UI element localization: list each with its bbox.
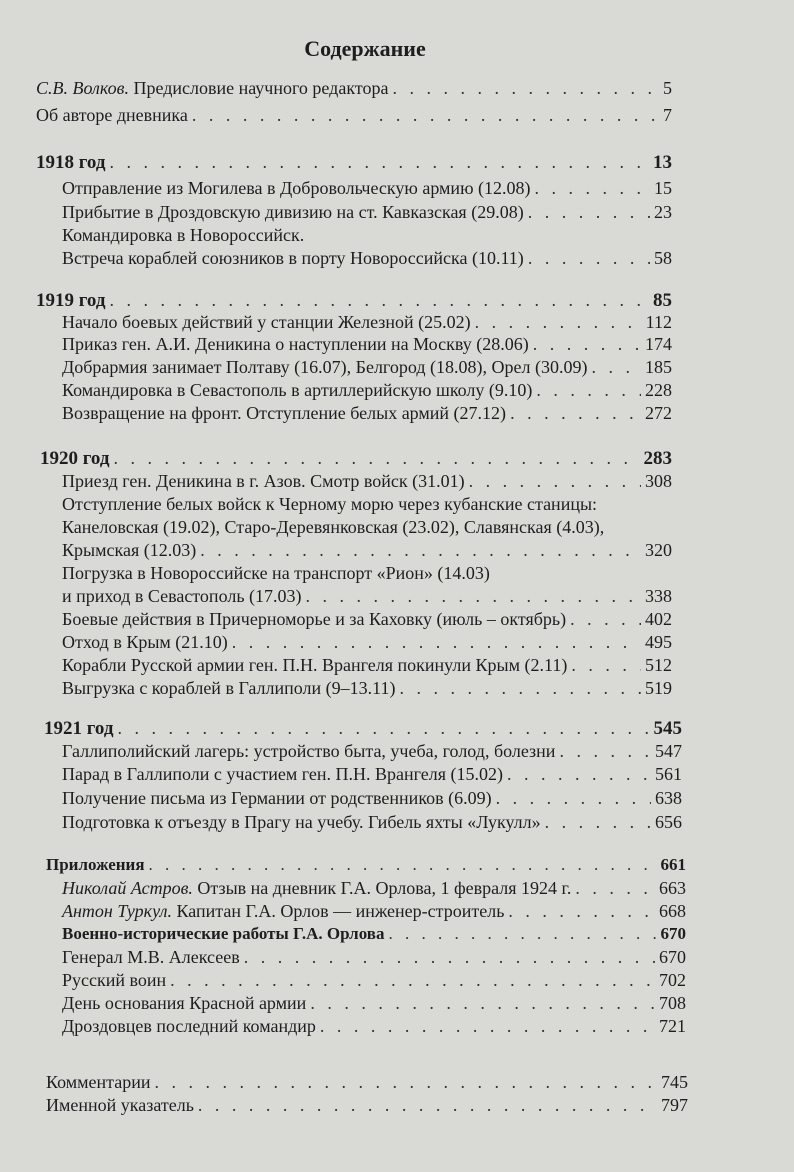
- entry-page: 5: [663, 78, 672, 98]
- entry-title: Канеловская (19.02), Старо-Деревянковская (23.02), Славянская (4.03),: [62, 517, 605, 537]
- toc-entry[interactable]: [62, 968, 686, 992]
- toc-entry[interactable]: [62, 469, 672, 493]
- leader-dots: [198, 1093, 657, 1117]
- entry-page: 402: [645, 609, 672, 629]
- toc-entry[interactable]: [62, 584, 672, 608]
- entry-title: Предисловие научного редактора: [128, 78, 389, 98]
- leader-dots: [310, 991, 655, 1015]
- leader-dots: [109, 150, 649, 174]
- entry-title: Получение письма из Германии от родственников (6.09): [62, 788, 492, 808]
- toc-entry[interactable]: [62, 310, 672, 334]
- toc-entry-preface[interactable]: [36, 76, 672, 100]
- entry-page: 58: [654, 248, 672, 268]
- entry-page: 23: [654, 202, 672, 222]
- entry-title: Генерал М.В. Алексеев: [62, 947, 240, 967]
- entry-title: Именной указатель: [46, 1095, 194, 1115]
- leader-dots: [570, 607, 641, 631]
- leader-dots: [320, 1014, 655, 1038]
- leader-dots: [149, 853, 657, 877]
- entry-page: 797: [661, 1095, 688, 1115]
- leader-dots: [392, 76, 659, 100]
- toc-entry[interactable]: [62, 630, 672, 654]
- leader-dots: [469, 469, 641, 493]
- entry-title: Отправление из Могилева в Добровольческую армию (12.08): [62, 178, 531, 198]
- toc-entry[interactable]: [62, 355, 672, 379]
- entry-page: 721: [659, 1016, 686, 1036]
- toc-entry[interactable]: [62, 945, 686, 969]
- toc-entry-continued: [62, 515, 672, 539]
- entry-page: 547: [655, 741, 682, 761]
- toc-entry[interactable]: [62, 1014, 686, 1038]
- entry-title: Погрузка в Новороссийске на транспорт «Рион» (14.03): [62, 563, 490, 583]
- entry-page: 519: [645, 678, 672, 698]
- entry-page: 670: [659, 947, 686, 967]
- leader-dots: [510, 401, 641, 425]
- toc-entry-continued: [62, 561, 672, 585]
- section-heading: Приложения: [46, 855, 145, 874]
- leader-dots: [571, 653, 641, 677]
- toc-heading-works[interactable]: [62, 922, 686, 946]
- entry-page: 7: [663, 105, 672, 125]
- entry-page: 338: [645, 586, 672, 606]
- leader-dots: [109, 288, 649, 312]
- entry-page: 638: [655, 788, 682, 808]
- leader-dots: [559, 739, 651, 763]
- toc-entry[interactable]: [62, 739, 682, 763]
- toc-entry[interactable]: [62, 991, 686, 1015]
- toc-entry[interactable]: [62, 538, 672, 562]
- section-heading: 1920 год: [40, 448, 110, 469]
- entry-title: Выгрузка с кораблей в Галлиполи (9–13.11): [62, 678, 396, 698]
- toc-entry[interactable]: [62, 653, 672, 677]
- entry-title: Русский воин: [62, 970, 167, 990]
- entry-page: 495: [645, 632, 672, 652]
- entry-author: Антон Туркул.: [62, 901, 172, 921]
- entry-page: 308: [645, 471, 672, 491]
- toc-entry[interactable]: [62, 246, 672, 270]
- leader-dots: [200, 538, 641, 562]
- leader-dots: [533, 332, 641, 356]
- toc-entry[interactable]: [62, 401, 672, 425]
- entry-page: 185: [645, 357, 672, 377]
- entry-title: Парад в Галлиполи с участием ген. П.Н. Врангеля (15.02): [62, 764, 504, 784]
- entry-page: 320: [645, 540, 672, 560]
- leader-dots: [528, 200, 650, 224]
- entry-title: Приказ ген. А.И. Деникина о наступлении на Москву (28.06): [62, 334, 529, 354]
- entry-title: Встреча кораблей союзников в порту Новороссийска (10.11): [62, 248, 524, 268]
- entry-title: Добрармия занимает Полтаву (16.07), Белгород (18.08), Орел (30.09): [62, 357, 588, 377]
- entry-page: 663: [659, 878, 686, 898]
- leader-dots: [496, 786, 651, 810]
- toc-entry-about-author[interactable]: [36, 103, 672, 127]
- entry-page: 708: [659, 993, 686, 1013]
- entry-title: Об авторе дневника: [36, 105, 188, 125]
- toc-entry[interactable]: [62, 176, 672, 200]
- leader-dots: [575, 876, 655, 900]
- entry-page: 15: [654, 178, 672, 198]
- entry-title: Дроздовцев последний командир: [62, 1016, 316, 1036]
- entry-page: 656: [655, 812, 682, 832]
- leader-dots: [508, 899, 655, 923]
- leader-dots: [528, 246, 650, 270]
- toc-heading-1918[interactable]: [36, 150, 672, 175]
- entry-author: Николай Астров.: [62, 878, 193, 898]
- entry-page: 702: [659, 970, 686, 990]
- section-heading: 1918 год: [36, 152, 106, 173]
- leader-dots: [170, 968, 655, 992]
- entry-title: Комментарии: [46, 1072, 151, 1092]
- entry-page: 561: [655, 764, 682, 784]
- toc-entry[interactable]: [62, 786, 682, 810]
- toc-entry[interactable]: [62, 762, 682, 786]
- toc-heading-1920[interactable]: [40, 446, 672, 471]
- entry-title: и приход в Севастополь (17.03): [62, 586, 302, 606]
- entry-title: Подготовка к отъезду в Прагу на учебу. Гибель яхты «Лукулл»: [62, 812, 541, 832]
- toc-entry[interactable]: [62, 607, 672, 631]
- leader-dots: [244, 945, 655, 969]
- leader-dots: [545, 810, 651, 834]
- section-page: 545: [653, 718, 682, 739]
- toc-entry[interactable]: [62, 378, 672, 402]
- entry-title: Отзыв на дневник Г.А. Орлова, 1 февраля 1924 г.: [192, 878, 572, 898]
- entry-title: Командировка в Севастополь в артиллерийскую школу (9.10): [62, 380, 533, 400]
- entry-title: Командировка в Новороссийск.: [62, 225, 305, 245]
- leader-dots: [113, 446, 639, 470]
- entry-title: День основания Красной армии: [62, 993, 307, 1013]
- entry-title: Крымская (12.03): [62, 540, 197, 560]
- leader-dots: [388, 922, 656, 946]
- toc-entry-turkul[interactable]: [62, 899, 686, 923]
- leader-dots: [536, 378, 641, 402]
- entry-page: 512: [645, 655, 672, 675]
- leader-dots: [591, 355, 641, 379]
- toc-heading-appendix[interactable]: [46, 853, 686, 877]
- leader-dots: [155, 1070, 657, 1094]
- entry-title: Отступление белых войск к Черному морю через кубанские станицы:: [62, 494, 598, 514]
- entry-page: 272: [645, 403, 672, 423]
- section-page: 85: [653, 290, 672, 311]
- leader-dots: [399, 676, 641, 700]
- leader-dots: [507, 762, 651, 786]
- entry-title: Приезд ген. Деникина в г. Азов. Смотр войск (31.01): [62, 471, 465, 491]
- entry-author: С.В. Волков.: [36, 78, 129, 98]
- page-title: Содержание: [304, 36, 426, 61]
- leader-dots: [306, 584, 641, 608]
- entry-title: Начало боевых действий у станции Железной (25.02): [62, 312, 471, 332]
- entry-page: 112: [645, 312, 672, 332]
- section-page: 13: [653, 152, 672, 173]
- entry-page: 745: [661, 1072, 688, 1092]
- leader-dots: [192, 103, 659, 127]
- section-page: 283: [643, 448, 672, 469]
- entry-title: Корабли Русской армии ген. П.Н. Врангеля покинули Крым (2.11): [62, 655, 568, 675]
- toc-entry-index[interactable]: [46, 1093, 688, 1117]
- entry-title: Боевые действия в Причерноморье и за Каховку (июль – октябрь): [62, 609, 567, 629]
- leader-dots: [117, 716, 649, 740]
- toc-entry[interactable]: [62, 810, 682, 834]
- leader-dots: [475, 310, 642, 334]
- entry-page: 174: [645, 334, 672, 354]
- toc-entry[interactable]: [62, 332, 672, 356]
- section-heading: 1919 год: [36, 290, 106, 311]
- leader-dots: [232, 630, 641, 654]
- entry-title: Прибытие в Дроздовскую дивизию на ст. Кавказская (29.08): [62, 202, 524, 222]
- section-page: 661: [660, 855, 686, 874]
- entry-title: Капитан Г.А. Орлов — инженер-строитель: [171, 901, 505, 921]
- entry-page: 228: [645, 380, 672, 400]
- entry-title: Возвращение на фронт. Отступление белых армий (27.12): [62, 403, 507, 423]
- toc-entry-comments[interactable]: [46, 1070, 688, 1094]
- toc-entry-continued: [62, 492, 672, 516]
- toc-entry[interactable]: [62, 200, 672, 224]
- section-heading: 1921 год: [44, 718, 114, 739]
- leader-dots: [535, 176, 650, 200]
- entry-title: Галлиполийский лагерь: устройство быта, учеба, голод, болезни: [62, 741, 556, 761]
- toc-entry[interactable]: [62, 676, 672, 700]
- section-heading: Военно-исторические работы Г.А. Орлова: [62, 924, 385, 943]
- toc-entry-astrov[interactable]: [62, 876, 686, 900]
- section-page: 670: [660, 924, 686, 943]
- entry-page: 668: [659, 901, 686, 921]
- toc-entry-continued: [62, 223, 672, 247]
- toc-heading-1921[interactable]: [44, 716, 682, 741]
- entry-title: Отход в Крым (21.10): [62, 632, 228, 652]
